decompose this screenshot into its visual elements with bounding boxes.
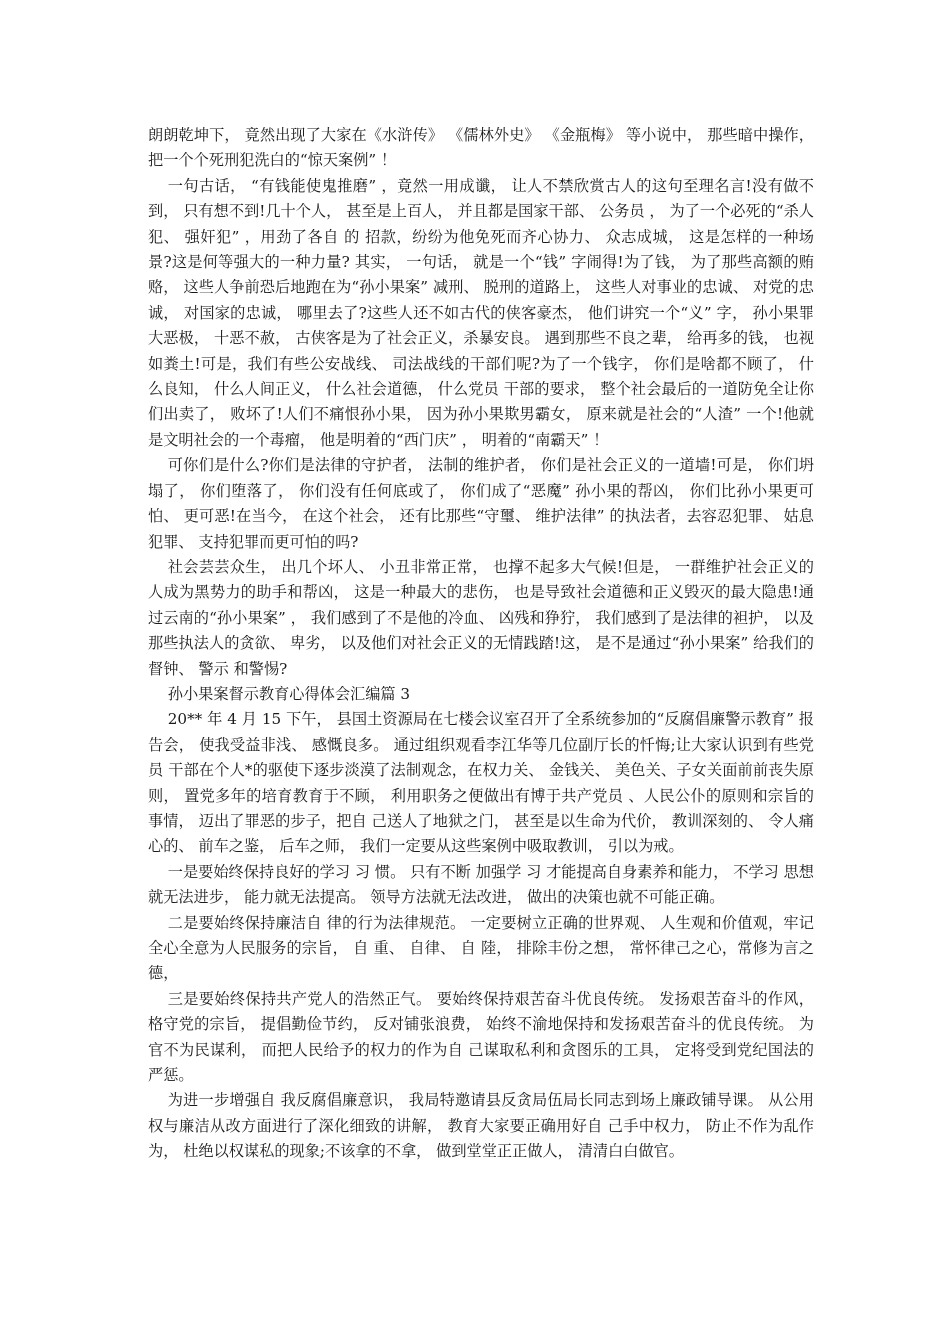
paragraph-2: 一句古话， “有钱能使鬼推磨” ，竟然一用成谶， 让人不禁欣赏古人的这句至理名言!没有做不到， 只有想不到!几十个人， 甚至是上百人， 并且都是国家干部、 公务员 ， 为了一个必死的“杀人犯、 强奸犯” ，用劲了各自 的 招款，纷纷为他免死而齐心协力、 众志成城， 这是怎样的一种场景?这是何等强大的一种力量? 其实， 一句话， 就是一个“钱” 字闹得!为了钱， 为了那些高额的贿赂， 这些人争前恐后地跑在为“孙小果案” 减刑、 脱刑的道路上， 这些人对事业的忠诚、 对党的忠诚， 对国家的忠诚， 哪里去了?这些人还不如古代的侠客豪杰， 他们讲究一个“义” 字， 孙小果罪大恶极， 十恶不赦， 古侠客是为了社会正义，杀暴安良。 遇到那些不良之辈， 给再多的钱， 也视如粪土!可是，我们有些公安战线、 司法战线的干部们呢?为了一个钱字， 你们是啥都不顾了， 什么良知， 什么人间正义， 什么社会道德， 什么党员 干部的要求， 整个社会最后的一道防免全让你们出卖了， 败坏了!人们不痛恨孙小果， 因为孙小果欺男霸女， 原来就是社会的“人渣” 一个!他就是文明社会的一个毒瘤， 他是明着的“西门庆” ， 明着的“南霸天” ！: [148, 176, 814, 449]
paragraph-6: 一是要始终保持良好的学习 习 惯。 只有不断 加强学 习 才能提高自身素养和能力， 不学习 思想就无法进步， 能力就无法提高。 领导方法就无法改进， 做出的决策也就不可能正确。: [148, 862, 814, 907]
section-heading: 孙小果案督示教育心得体会汇编篇 3: [167, 684, 411, 703]
paragraph-5: 20** 年 4 月 15 下午， 县国土资源局在七楼会议室召开了全系统参加的“反腐倡廉警示教育” 报告会， 使我受益非浅、 感慨良多。 通过组织观看李江华等几位副厅长的忏悔;让大家认识到有些党员 干部在个人*的驱使下逐步淡漠了法制观念，在权力关、 金钱关、 美色关、子女关面前前丧失原则， 置党多年的培育教育于不顾， 利用职务之便做出有博于共产党员 、人民公仆的原则和宗旨的事情， 迈出了罪恶的步子，把自 己送人了地狱之门， 甚至是以生命为代价， 教训深刻的、 令人痛心的、 前车之鉴， 后车之师， 我们一定要从这些案例中吸取教训， 引以为戒。: [148, 710, 814, 856]
document-body: [148, 123, 814, 1165]
paragraph-8: 三是要始终保持共产党人的浩然正气。 要始终保持艰苦奋斗优良传统。 发扬艰苦奋斗的作风， 格守党的宗旨， 提倡勤俭节约， 反对铺张浪费， 始终不渝地保持和发扬艰苦奋斗的优良传统。 为官不为民谋利， 而把人民给予的权力的作为自 己谋取私利和贪图乐的工具， 定将受到党纪国法的严惩。: [148, 989, 814, 1085]
paragraph-9: 为进一步增强自 我反腐倡廉意识， 我局特邀请县反贪局伍局长同志到场上廉政铺导课。 从公用权与廉洁从改方面进行了深化细致的讲解， 教育大家要正确用好自 己手中权力， 防止不作为乱作为， 杜绝以权谋私的现象;不该拿的不拿， 做到堂堂正正做人， 清清白白做官。: [148, 1091, 814, 1161]
paragraph-1: 朗朗乾坤下， 竟然出现了大家在《水浒传》 《儒林外史》 《金瓶梅》 等小说中， 那些暗中操作， 把一个个死刑犯洗白的“惊天案例” ！: [148, 126, 814, 170]
paragraph-7: 二是要始终保持廉洁自 律的行为法律规范。 一定要树立正确的世界观、 人生观和价值观，牢记全心全意为人民服务的宗旨， 自 重、 自律、 自 陸， 排除丰份之想， 常怀律己之心，常修为言之德，: [148, 913, 814, 983]
paragraph-4: 社会芸芸众生， 出几个坏人、 小丑非常正常， 也撑不起多大气候!但是， 一群维护社会正义的人成为黑势力的助手和帮凶， 这是一种最大的悲伤， 也是导致社会道德和正义毁灭的最大隐患!通过云南的“孙小果案” ， 我们感到了不是他的冷血、 凶残和狰狞， 我们感到了是法律的袒护， 以及那些执法人的贪欲、 卑劣， 以及他们对社会正义的无情践踏!这， 是不是通过“孙小果案” 给我们的督钟、 警示 和警惕?: [148, 557, 814, 678]
paragraph-3: 可你们是什么?你们是法律的守护者， 法制的维护者， 你们是社会正义的一道墙!可是， 你们坍塌了， 你们堕落了， 你们没有任何底或了， 你们成了“恶魔” 孙小果的帮凶， 你们比孙小果更可怕、 更可恶!在当今， 在这个社会， 还有比那些“守璽、 维护法律” 的执法者，去容忍犯罪、 姑息犯罪、 支持犯罪而更可怕的吗?: [148, 456, 814, 551]
